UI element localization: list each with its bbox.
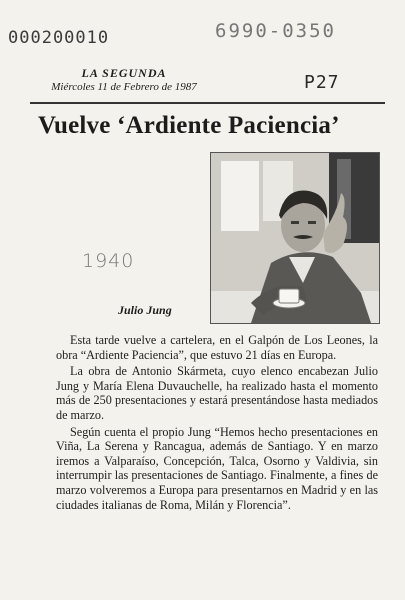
masthead [44,66,204,93]
article-headline: Vuelve ‘Ardiente Paciencia’ [38,112,340,139]
article-body [56,333,378,514]
article-photo [210,152,380,324]
article-paragraph: Esta tarde vuelve a cartelera, en el Galpón de Los Leones, la obra “Ardiente Paciencia”, que estuvo 21 días en Europa. [56,333,378,362]
archive-number-annotation: 000200010 [8,28,110,48]
header-rule [30,102,385,104]
article-paragraph: La obra de Antonio Skármeta, cuyo elenco encabezan Julio Jung y María Elena Duvauchelle, ha realizado hasta el momento más de 250 presentaciones y estará presentándose hasta mediados de marzo. [56,364,378,422]
article-paragraph: Según cuenta el propio Jung “Hemos hecho presentaciones en Viña, La Serena y Rancagua, además de Santiago. Y en marzo iremos a Valparaíso, Concepción, Talca, Osorno y Valdivia, sin interrumpir las presentaciones de Santiago. Finalmente, a fines de marzo volveremos a Europa para presentarnos en Madrid y en las ciudades italianas de Roma, Milán y Florencia”. [56,424,378,512]
photo-caption: Julio Jung [118,303,172,317]
newspaper-name: LA SEGUNDA [81,66,167,80]
year-annotation: 1940 [82,250,135,272]
catalog-code-annotation: 6990-0350 [215,20,336,42]
portrait-image [211,153,379,323]
page-mark-annotation: P27 [304,72,340,93]
publication-date: Miércoles 11 de Febrero de 1987 [51,81,197,93]
